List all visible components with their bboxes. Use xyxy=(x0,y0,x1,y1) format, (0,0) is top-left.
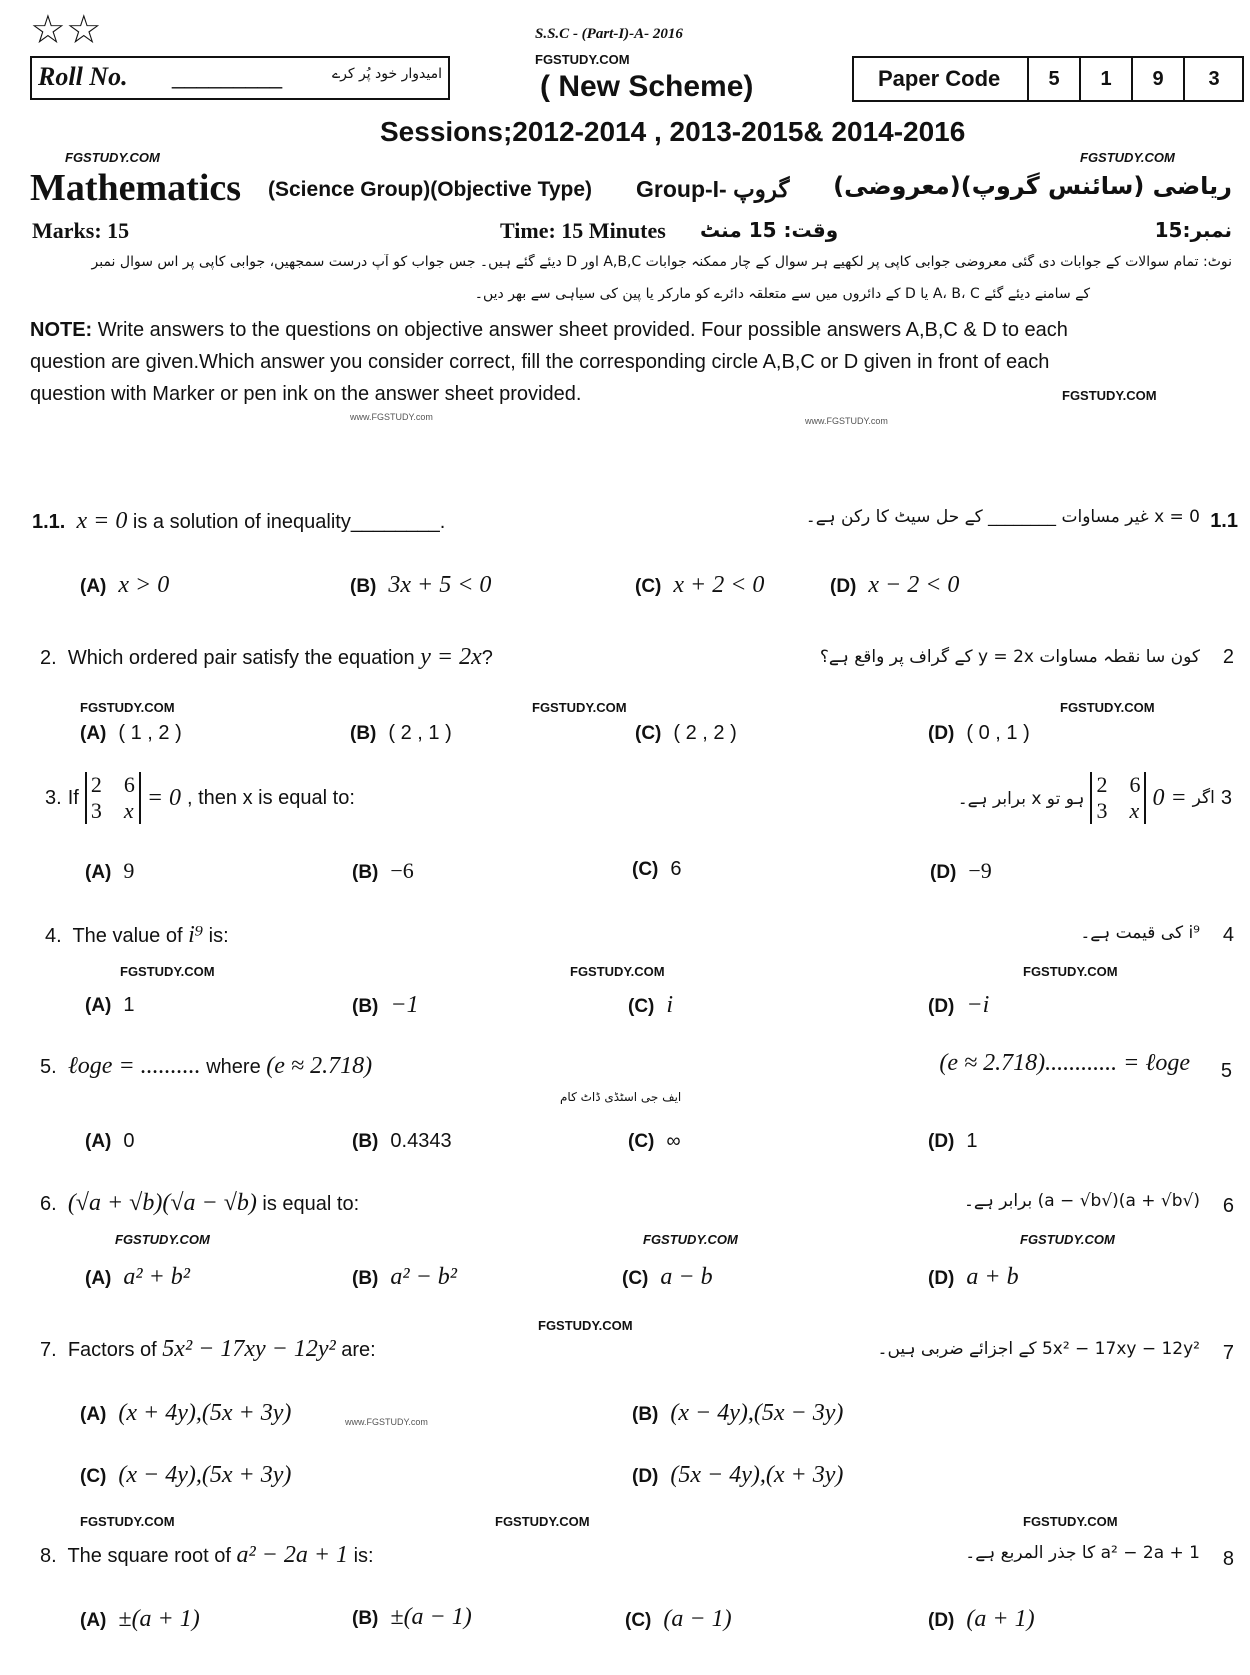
watermark: www.FGSTUDY.com xyxy=(350,412,433,422)
option-a[interactable]: (A) x > 0 xyxy=(80,572,170,598)
question-7-urdu: 5x² − 17xy − 12y² کے اجزائے ضربی ہیں۔ xyxy=(877,1339,1200,1359)
option-b[interactable]: (B) −6 xyxy=(352,858,414,883)
option-a[interactable]: (A) 0 xyxy=(85,1130,135,1152)
question-8-urdu-number: 8 xyxy=(1222,1548,1234,1570)
note-line1: Write answers to the questions on objective answer sheet provided. Four possible answers A,B,C & D to each xyxy=(97,319,1068,341)
watermark: FGSTUDY.COM xyxy=(1060,700,1155,715)
roll-number-box[interactable] xyxy=(30,56,450,100)
roll-blank: _________ xyxy=(172,64,283,89)
option-a[interactable]: (A) 9 xyxy=(85,858,135,883)
question-2-urdu: کون سا نقطہ مساوات y = 2x کے گراف پر واقع ہے؟ xyxy=(819,647,1200,667)
option-b[interactable]: (B) a² − b² xyxy=(352,1264,457,1290)
question-8: 8. The square root of a² − 2a + 1 is: xyxy=(40,1542,374,1568)
paper-code-label: Paper Code xyxy=(878,66,1001,91)
option-b[interactable]: (B) ( 2 , 1 ) xyxy=(350,722,452,744)
question-8-urdu: a² − 2a + 1 کا جذر المربع ہے۔ xyxy=(965,1543,1200,1563)
option-c[interactable]: (C) 6 xyxy=(632,858,682,880)
question-2-urdu-number: 2 xyxy=(1222,646,1234,668)
watermark: FGSTUDY.COM xyxy=(1080,150,1175,165)
question-5: 5. ℓoge = .......... where (e ≈ 2.718) xyxy=(40,1053,373,1079)
question-6-urdu-number: 6 xyxy=(1222,1195,1234,1217)
roll-label: Roll No. xyxy=(38,62,128,91)
question-1-urdu-number: 1.1 xyxy=(1210,510,1238,532)
roll-urdu: امیدوار خود پُر کرے xyxy=(331,66,442,82)
option-c[interactable]: (C) (a − 1) xyxy=(625,1606,732,1632)
option-a[interactable]: (A) (x + 4y),(5x + 3y) xyxy=(80,1400,292,1426)
watermark: FGSTUDY.COM xyxy=(1020,1232,1115,1247)
note-line2: question are given.Which answer you consider correct, fill the corresponding circle A,B,C or D given in front of each xyxy=(30,351,1050,373)
option-b[interactable]: (B) 3x + 5 < 0 xyxy=(350,572,492,598)
question-3: 3. If 2 6 3 x = 0 , then x is equal to: xyxy=(45,772,355,823)
watermark: FGSTUDY.COM xyxy=(532,700,627,715)
paper-code-digit: 3 xyxy=(1183,58,1243,100)
option-a[interactable]: (A) ±(a + 1) xyxy=(80,1606,200,1632)
paper-code-digit: 9 xyxy=(1131,58,1183,100)
option-c[interactable]: (C) ( 2 , 2 ) xyxy=(635,722,737,744)
option-d[interactable]: (D) x − 2 < 0 xyxy=(830,572,960,598)
option-a[interactable]: (A) a² + b² xyxy=(85,1264,190,1290)
note-urdu-line2: کے سامنے دیئے گئے A، B، C یا D کے دائروں میں سے متعلقہ دائرے کو مارکر یا پین کی سیاہی سے بھر دیں۔ xyxy=(474,286,1090,302)
watermark: FGSTUDY.COM xyxy=(65,150,160,165)
subject-urdu: ریاضی (سائنس گروپ)(معروضی) xyxy=(833,172,1232,200)
stars-mark: ☆☆ xyxy=(30,8,102,52)
watermark: FGSTUDY.COM xyxy=(538,1318,633,1333)
note-urdu-line1: نوٹ: تمام سوالات کے جوابات دی گئی معروضی جوابی کاپی پر لکھیے ہر سوال کے چار ممکنہ جوابات A,B,C اور D دیئے گئے ہیں۔ جس جواب کو آپ درست سمجھیں، جوابی کاپی پر اس سوال نمبر xyxy=(91,254,1232,270)
note-line3: question with Marker or pen ink on the answer sheet provided. xyxy=(30,383,582,405)
watermark: FGSTUDY.COM xyxy=(495,1514,590,1529)
option-d[interactable]: (D) 1 xyxy=(928,1130,978,1152)
question-6-urdu: (√a + √b)(√a − √b) برابر ہے۔ xyxy=(963,1191,1200,1211)
marks-urdu: نمبر:15 xyxy=(1154,218,1232,242)
scheme-title: ( New Scheme) xyxy=(540,70,754,103)
option-d[interactable]: (D) (5x − 4y),(x + 3y) xyxy=(632,1462,844,1488)
marks: Marks: 15 xyxy=(32,218,130,243)
watermark: FGSTUDY.COM xyxy=(570,964,665,979)
watermark: www.FGSTUDY.com xyxy=(805,416,888,426)
watermark: FGSTUDY.COM xyxy=(535,52,630,67)
paper-code-box xyxy=(852,56,1244,102)
paper-code-digit: 1 xyxy=(1079,58,1131,100)
watermark: FGSTUDY.COM xyxy=(1062,388,1157,403)
question-2: 2. Which ordered pair satisfy the equation y = 2x? xyxy=(40,644,493,670)
watermark: www.FGSTUDY.com xyxy=(345,1417,428,1427)
option-c[interactable]: (C) i xyxy=(628,992,674,1018)
exam-code: S.S.C - (Part-I)-A- 2016 xyxy=(535,26,683,42)
subject-detail: (Science Group)(Objective Type) xyxy=(268,178,593,201)
group-label: Group-I- گروپ xyxy=(636,176,790,202)
option-b[interactable]: (B) ±(a − 1) xyxy=(352,1604,472,1630)
question-7-urdu-number: 7 xyxy=(1222,1342,1234,1364)
watermark: FGSTUDY.COM xyxy=(1023,964,1118,979)
determinant: 2 6 3 x xyxy=(85,772,141,824)
option-c[interactable]: (C) ∞ xyxy=(628,1130,681,1152)
time-urdu: وقت: 15 منٹ xyxy=(700,218,839,242)
subject-title: Mathematics xyxy=(30,167,242,209)
option-d[interactable]: (D) −9 xyxy=(930,858,992,883)
question-3-urdu: 3 اگر = 0 2 6 3 x ہو تو x برابر ہے۔ xyxy=(957,772,1232,823)
option-d[interactable]: (D) ( 0 , 1 ) xyxy=(928,722,1030,744)
watermark: ایف جی اسٹڈی ڈاٹ کام xyxy=(560,1090,682,1104)
paper-code-digit: 5 xyxy=(1027,58,1079,100)
question-6: 6. (√a + √b)(√a − √b) is equal to: xyxy=(40,1190,360,1216)
watermark: FGSTUDY.COM xyxy=(120,964,215,979)
question-4-urdu: i⁹ کی قیمت ہے۔ xyxy=(1080,923,1200,943)
option-a[interactable]: (A) 1 xyxy=(85,994,135,1016)
watermark: FGSTUDY.COM xyxy=(80,700,175,715)
question-4-urdu-number: 4 xyxy=(1222,924,1234,946)
option-c[interactable]: (C) a − b xyxy=(622,1264,713,1290)
option-d[interactable]: (D) −i xyxy=(928,992,990,1018)
option-a[interactable]: (A) ( 1 , 2 ) xyxy=(80,722,182,744)
question-7: 7. Factors of 5x² − 17xy − 12y² are: xyxy=(40,1336,376,1362)
option-b[interactable]: (B) 0.4343 xyxy=(352,1130,452,1152)
note-label: NOTE: xyxy=(30,319,93,341)
option-d[interactable]: (D) (a + 1) xyxy=(928,1606,1035,1632)
question-4: 4. The value of i⁹ is: xyxy=(45,922,229,948)
question-5-urdu-number: 5 xyxy=(1220,1060,1232,1082)
option-c[interactable]: (C) x + 2 < 0 xyxy=(635,572,765,598)
question-1: 1.1. x = 0 is a solution of inequality________. xyxy=(32,508,446,534)
option-b[interactable]: (B) −1 xyxy=(352,992,419,1018)
option-d[interactable]: (D) a + b xyxy=(928,1264,1019,1290)
watermark: FGSTUDY.COM xyxy=(115,1232,210,1247)
question-1-urdu: x = 0 غیر مساوات ________ کے حل سیٹ کا رکن ہے۔ xyxy=(805,507,1200,527)
watermark: FGSTUDY.COM xyxy=(643,1232,738,1247)
option-c[interactable]: (C) (x − 4y),(5x + 3y) xyxy=(80,1462,292,1488)
watermark: FGSTUDY.COM xyxy=(80,1514,175,1529)
question-5-urdu: (e ≈ 2.718)............ = ℓoge xyxy=(939,1050,1190,1076)
watermark: FGSTUDY.COM xyxy=(1023,1514,1118,1529)
sessions: Sessions;2012-2014 , 2013-2015& 2014-2016 xyxy=(380,116,966,147)
option-b[interactable]: (B) (x − 4y),(5x − 3y) xyxy=(632,1400,844,1426)
time: Time: 15 Minutes xyxy=(500,218,666,243)
